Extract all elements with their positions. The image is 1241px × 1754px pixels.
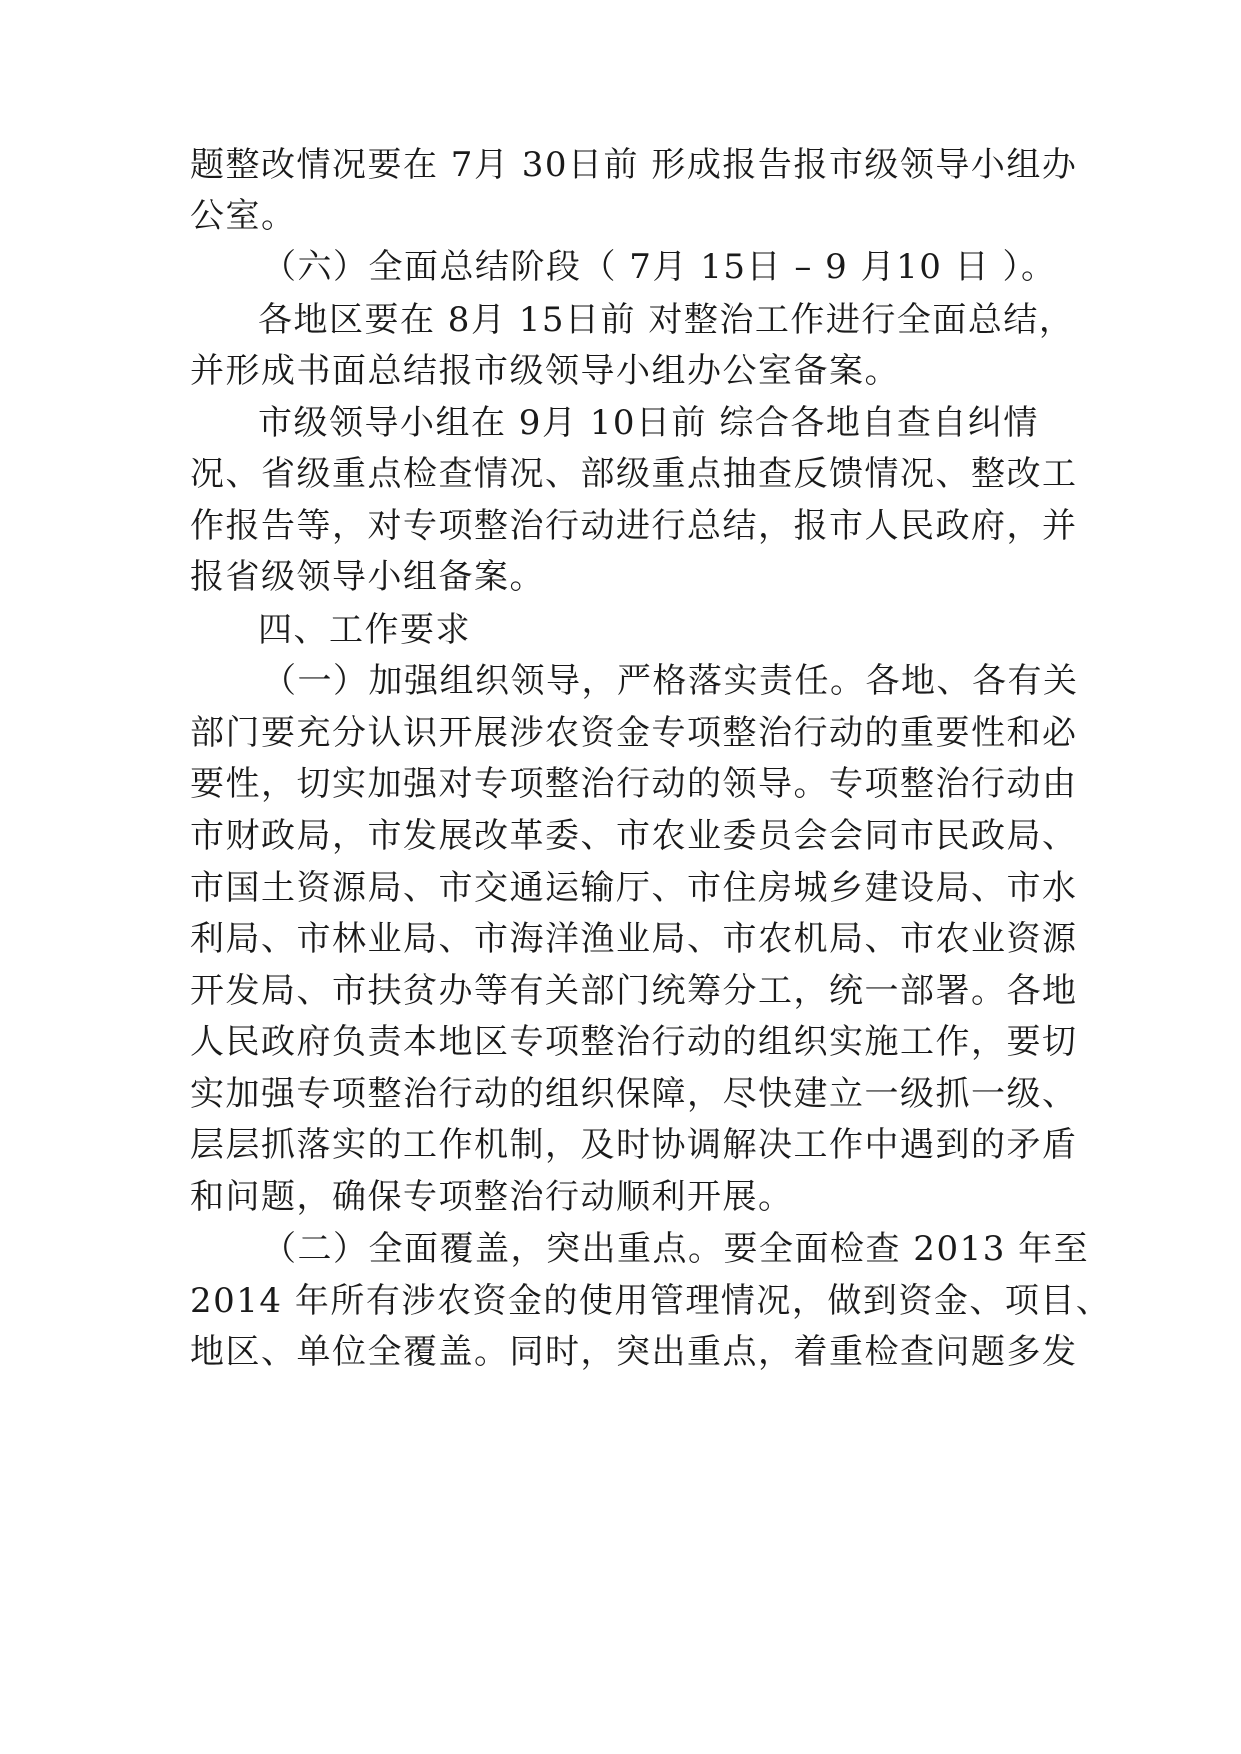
text-line-1: 题整改情况要在 7月 30日前 形成报告报市级领导小组办 — [190, 145, 1078, 185]
text-line-21: 和问题，确保专项整治行动顺利开展。 — [190, 1177, 794, 1217]
text-line-6: 市级领导小组在 9月 10日前 综合各地自查自纠情 — [258, 403, 1039, 443]
text-line-17: 开发局、市扶贫办等有关部门统筹分工，统一部署。各地 — [190, 971, 1078, 1011]
text-line-2: 公室。 — [190, 196, 297, 236]
text-line-4: 各地区要在 8月 15日前 对整治工作进行全面总结， — [258, 300, 1075, 340]
text-line-23: 2014 年所有涉农资金的使用管理情况，做到资金、项目、 — [190, 1281, 1112, 1321]
text-line-13: 要性，切实加强对专项整治行动的领导。专项整治行动由 — [190, 764, 1078, 804]
text-line-15: 市国土资源局、市交通运输厅、市住房城乡建设局、市水 — [190, 868, 1078, 908]
text-line-16: 利局、市林业局、市海洋渔业局、市农机局、市农业资源 — [190, 919, 1078, 959]
text-line-19: 实加强专项整治行动的组织保障，尽快建立一级抓一级、 — [190, 1074, 1078, 1114]
text-line-20: 层层抓落实的工作机制，及时协调解决工作中遇到的矛盾 — [190, 1125, 1078, 1165]
text-line-24: 地区、单位全覆盖。同时，突出重点，着重检查问题多发 — [190, 1332, 1078, 1372]
text-line-14: 市财政局，市发展改革委、市农业委员会会同市民政局、 — [190, 816, 1078, 856]
text-line-18: 人民政府负责本地区专项整治行动的组织实施工作，要切 — [190, 1022, 1078, 1062]
text-line-9: 报省级领导小组备案。 — [190, 557, 545, 597]
text-line-5: 并形成书面总结报市级领导小组办公室备案。 — [190, 351, 900, 391]
section-heading-four: 四、工作要求 — [258, 610, 471, 650]
subsection-heading-two: （二）全面覆盖，突出重点。要全面检查 2013 年至 — [262, 1229, 1090, 1269]
subsection-heading-one: （一）加强组织领导，严格落实责任。各地、各有关 — [262, 661, 1079, 701]
section-heading-six: （六）全面总结阶段（ 7月 15日 – 9 月10 日 ）。 — [262, 247, 1057, 287]
text-line-8: 作报告等，对专项整治行动进行总结，报市人民政府，并 — [190, 506, 1078, 546]
text-line-12: 部门要充分认识开展涉农资金专项整治行动的重要性和必 — [190, 713, 1078, 753]
text-line-7: 况、省级重点检查情况、部级重点抽查反馈情况、整改工 — [190, 454, 1078, 494]
